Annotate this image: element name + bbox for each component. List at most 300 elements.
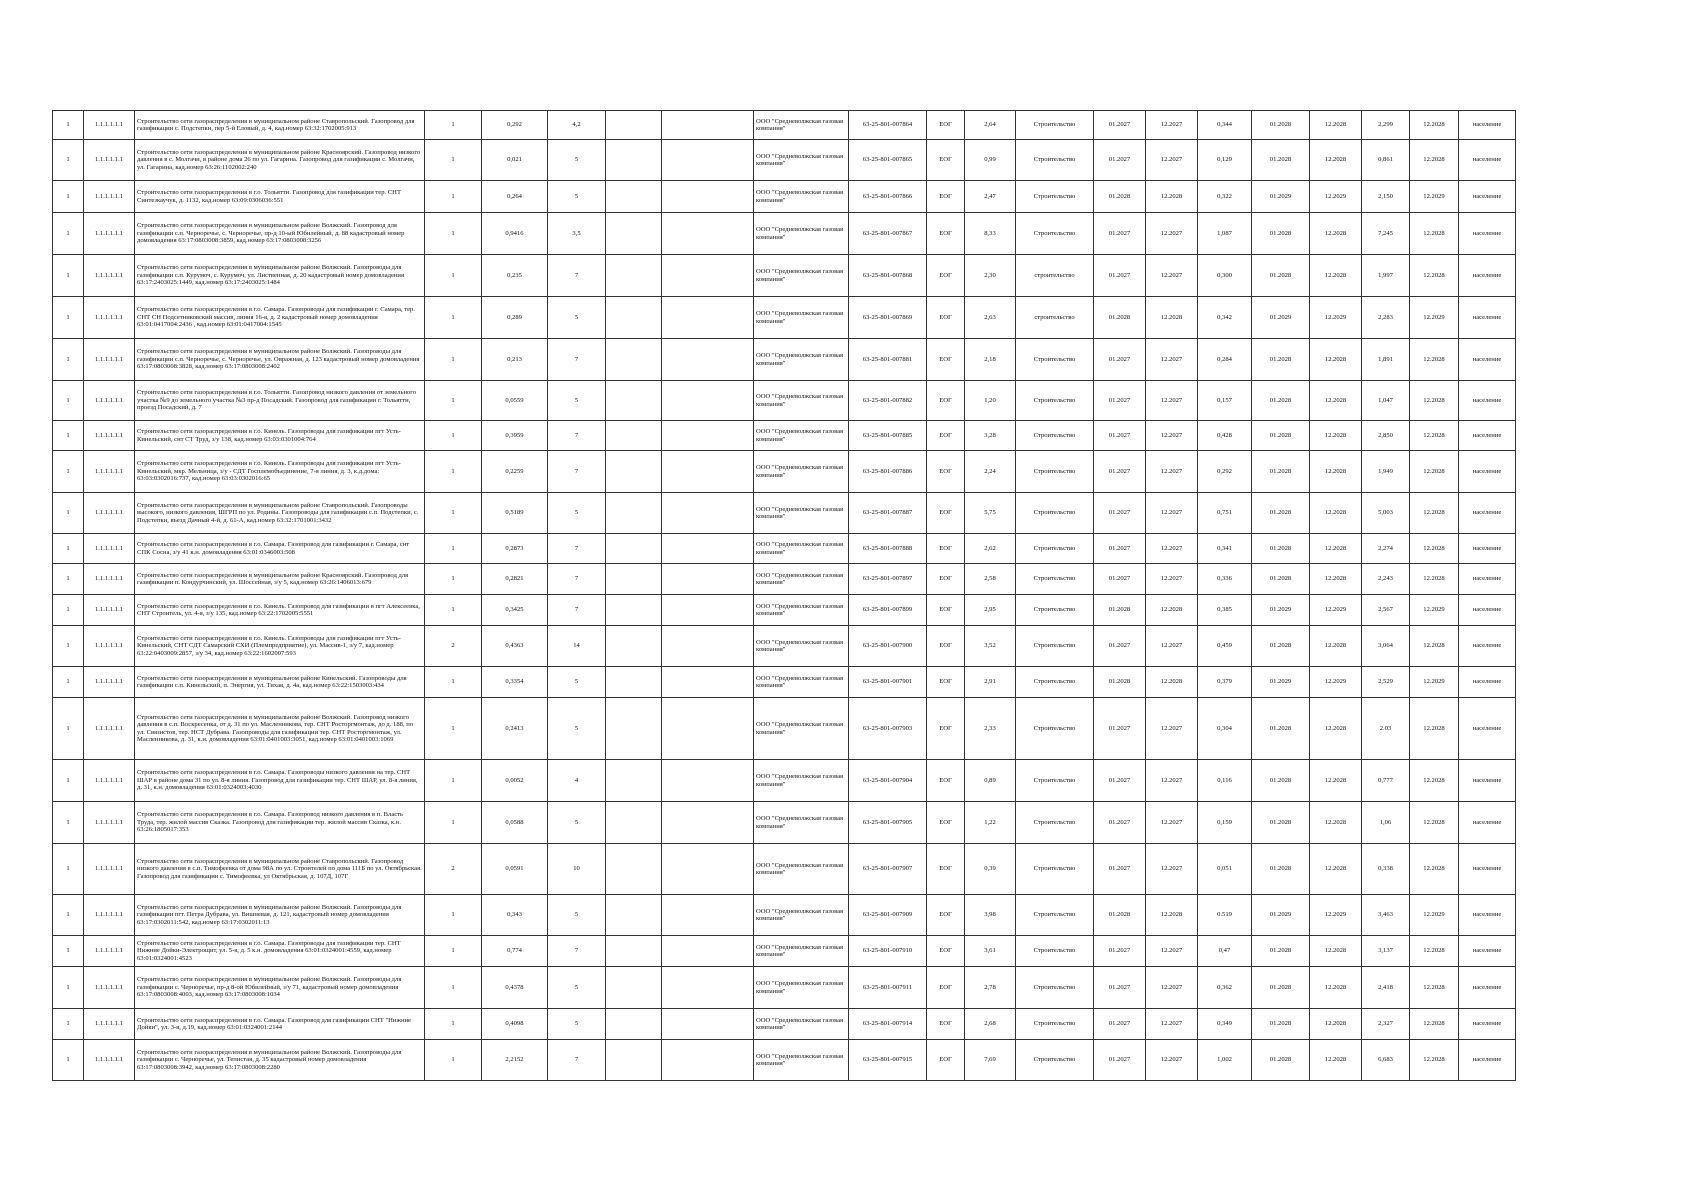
cost: 1,22 — [965, 802, 1016, 844]
organization: ООО "Средневолжская газовая компания" — [754, 1040, 849, 1081]
category: население — [1459, 844, 1516, 895]
value-1: 0,342 — [1198, 297, 1252, 339]
empty-cell — [662, 667, 754, 698]
registry-number: 63-25-801-007868 — [849, 255, 927, 297]
empty-cell — [662, 595, 754, 626]
empty-cell — [606, 1040, 662, 1081]
row-number: 1 — [53, 213, 84, 255]
stage: Строительство — [1016, 181, 1094, 213]
row-number: 1 — [53, 1040, 84, 1081]
start-date: 01.2028 — [1094, 297, 1146, 339]
start-date: 01.2027 — [1094, 140, 1146, 181]
value-1: 0,051 — [1198, 844, 1252, 895]
length: 0,264 — [482, 181, 548, 213]
organization: ООО "Средневолжская газовая компания" — [754, 626, 849, 667]
category: население — [1459, 381, 1516, 421]
registry-number: 63-25-801-007901 — [849, 667, 927, 698]
description: Строительство сети газораспределения в муниципальном районе Волжский. Газопроводы для газификации пгт. Петра Дубрава, ул. Вишневая, д. 121, кадастровый номер домовладения 63:17:0302011:542, кад.номер 63:17:0302011:13 — [135, 895, 425, 936]
finish-date: 12.2028 — [1410, 698, 1459, 760]
description: Строительство сети газораспределения в муниципальном районе Волжский. Газопроводы для газификации с.п. Черноречье, с. Черноречье, ул. Овражная, д. 123 кадастровый номер домовладения 63:17:0803008:3828, кад.номер 63:17:0803008:2402 — [135, 339, 425, 381]
value-2: 1,997 — [1362, 255, 1410, 297]
value-2: 2,299 — [1362, 111, 1410, 140]
start-date-2: 01.2029 — [1252, 181, 1310, 213]
organization: ООО "Средневолжская газовая компания" — [754, 667, 849, 698]
organization: ООО "Средневолжская газовая компания" — [754, 595, 849, 626]
empty-cell — [606, 967, 662, 1009]
item-code: 1.1.1.1.1.1 — [84, 626, 135, 667]
description: Строительство сети газораспределения в г.о. Самара. Газопровод низкого давления в п. Власть Труда, тер. жилой массив Сказка. Газопровод для газификации тер. жилой массив Сказка, к.н. 63:26:1805017:353 — [135, 802, 425, 844]
value-1: 0,362 — [1198, 967, 1252, 1009]
category: население — [1459, 493, 1516, 534]
diameter: 4 — [548, 760, 606, 802]
registry-number: 63-25-801-007881 — [849, 339, 927, 381]
empty-cell — [606, 421, 662, 451]
end-date: 12.2028 — [1146, 895, 1198, 936]
end-date: 12.2027 — [1146, 1009, 1198, 1040]
quantity: 1 — [425, 339, 482, 381]
start-date-2: 01.2028 — [1252, 111, 1310, 140]
description: Строительство сети газораспределения в г.о. Тольятти. Газопровод низкого давления от земельного участка №9 до земельного участка №3 пр-д Посадский. Газопровод для газификации г. Тольятти, проезд Посадский, д. 7 — [135, 381, 425, 421]
quantity: 1 — [425, 534, 482, 564]
quantity: 1 — [425, 698, 482, 760]
item-code: 1.1.1.1.1.1 — [84, 760, 135, 802]
diameter: 7 — [548, 564, 606, 595]
item-code: 1.1.1.1.1.1 — [84, 844, 135, 895]
table-row — [53, 297, 1516, 339]
stage: Строительство — [1016, 381, 1094, 421]
value-1: 0,336 — [1198, 564, 1252, 595]
row-number: 1 — [53, 381, 84, 421]
table-row — [53, 1040, 1516, 1081]
value-2: 2,274 — [1362, 534, 1410, 564]
registry-number: 63-25-801-007904 — [849, 760, 927, 802]
description: Строительство сети газораспределения в муниципальном районе Волжский. Газопроводы для газификации с.п. Курумоч, с. Курумоч, ул. Лиственная, д. 20 кадастровый номер домовладения 63:17:2403025:1449, кад.номер 63:17:2403025:1484 — [135, 255, 425, 297]
description: Строительство сети газораспределения в г.о. Кинель. Газопроводы для газификации пгт Усть-Кинельский, мкр. Мельница, з/у - СДТ Госплемобъединение, 7-я линия, д. 3, к.д.дома: 63:03:0302016:737, кад.номер 63:03:0302016:65 — [135, 451, 425, 493]
description: Строительство сети газораспределения в г.о. Самара. Газопровод для газификации г. Самара, снт СПК Сосна, з/у 41 к.н. домовладения 63:01:0346003:508 — [135, 534, 425, 564]
finish-date: 12.2028 — [1410, 534, 1459, 564]
start-date-2: 01.2028 — [1252, 534, 1310, 564]
start-date-2: 01.2028 — [1252, 1040, 1310, 1081]
item-code: 1.1.1.1.1.1 — [84, 451, 135, 493]
empty-cell — [606, 111, 662, 140]
funding-source: ЕОГ — [927, 297, 965, 339]
empty-cell — [606, 667, 662, 698]
end-date: 12.2027 — [1146, 564, 1198, 595]
value-1: 0,428 — [1198, 421, 1252, 451]
quantity: 1 — [425, 181, 482, 213]
empty-cell — [606, 1009, 662, 1040]
value-1: 0,751 — [1198, 493, 1252, 534]
start-date-2: 01.2028 — [1252, 936, 1310, 967]
finish-date: 12.2028 — [1410, 339, 1459, 381]
organization: ООО "Средневолжская газовая компания" — [754, 255, 849, 297]
cost: 3,98 — [965, 895, 1016, 936]
finish-date: 12.2029 — [1410, 297, 1459, 339]
end-date-2: 12.2028 — [1310, 760, 1362, 802]
empty-cell — [662, 297, 754, 339]
quantity: 1 — [425, 760, 482, 802]
stage: Строительство — [1016, 1009, 1094, 1040]
value-2: 1,047 — [1362, 381, 1410, 421]
start-date-2: 01.2028 — [1252, 698, 1310, 760]
end-date: 12.2028 — [1146, 667, 1198, 698]
description: Строительство сети газораспределения в муниципальном районе Кинельский. Газопроводы для газификации с.п. Кинельский, п. Энергия, ул. Тихая, д. 4а, кад.номер 63:22:1503003:434 — [135, 667, 425, 698]
stage: Строительство — [1016, 534, 1094, 564]
category: население — [1459, 1009, 1516, 1040]
start-date: 01.2027 — [1094, 936, 1146, 967]
length: 0,2821 — [482, 564, 548, 595]
registry-number: 63-25-801-007907 — [849, 844, 927, 895]
start-date-2: 01.2028 — [1252, 564, 1310, 595]
finish-date: 12.2028 — [1410, 493, 1459, 534]
start-date: 01.2027 — [1094, 421, 1146, 451]
value-1: 0,385 — [1198, 595, 1252, 626]
value-2: 1,891 — [1362, 339, 1410, 381]
cost: 2,63 — [965, 297, 1016, 339]
start-date: 01.2028 — [1094, 595, 1146, 626]
funding-source: ЕОГ — [927, 895, 965, 936]
item-code: 1.1.1.1.1.1 — [84, 493, 135, 534]
length: 0,343 — [482, 895, 548, 936]
end-date: 12.2027 — [1146, 111, 1198, 140]
item-code: 1.1.1.1.1.1 — [84, 667, 135, 698]
stage: Строительство — [1016, 595, 1094, 626]
length: 0,2873 — [482, 534, 548, 564]
end-date-2: 12.2028 — [1310, 255, 1362, 297]
value-2: 6,683 — [1362, 1040, 1410, 1081]
table-row — [53, 760, 1516, 802]
start-date-2: 01.2028 — [1252, 493, 1310, 534]
table-row — [53, 626, 1516, 667]
value-1: 0,379 — [1198, 667, 1252, 698]
organization: ООО "Средневолжская газовая компания" — [754, 297, 849, 339]
description: Строительство сети газораспределения в муниципальном районе Красноярский. Газопровод низкого давления в с. Молгачи, в районе дома 26 по ул. Гагарина. Газопровод для газификации с. Молгачи, ул. Гагарина, кад.номер 63:26:1102002:240 — [135, 140, 425, 181]
category: население — [1459, 111, 1516, 140]
stage: Строительство — [1016, 895, 1094, 936]
value-1: 0,116 — [1198, 760, 1252, 802]
organization: ООО "Средневолжская газовая компания" — [754, 181, 849, 213]
category: население — [1459, 595, 1516, 626]
empty-cell — [662, 626, 754, 667]
empty-cell — [606, 451, 662, 493]
table-row — [53, 595, 1516, 626]
row-number: 1 — [53, 760, 84, 802]
cost: 2,64 — [965, 111, 1016, 140]
value-1: 0,344 — [1198, 111, 1252, 140]
value-1: 0,349 — [1198, 1009, 1252, 1040]
cost: 2,30 — [965, 255, 1016, 297]
organization: ООО "Средневолжская газовая компания" — [754, 564, 849, 595]
empty-cell — [606, 255, 662, 297]
registry-number: 63-25-801-007900 — [849, 626, 927, 667]
empty-cell — [662, 451, 754, 493]
start-date-2: 01.2028 — [1252, 451, 1310, 493]
description: Строительство сети газораспределения в г.о. Тольятти. Газопровод для газификации тер. СНТ Синтезкаучук, д. 1132, кад.номер 63:09:0306036:551 — [135, 181, 425, 213]
diameter: 5 — [548, 297, 606, 339]
funding-source: ЕОГ — [927, 451, 965, 493]
empty-cell — [662, 140, 754, 181]
finish-date: 12.2028 — [1410, 255, 1459, 297]
row-number: 1 — [53, 255, 84, 297]
end-date-2: 12.2028 — [1310, 451, 1362, 493]
end-date-2: 12.2029 — [1310, 297, 1362, 339]
funding-source: ЕОГ — [927, 140, 965, 181]
organization: ООО "Средневолжская газовая компания" — [754, 534, 849, 564]
finish-date: 12.2028 — [1410, 213, 1459, 255]
empty-cell — [606, 760, 662, 802]
category: население — [1459, 667, 1516, 698]
end-date: 12.2028 — [1146, 595, 1198, 626]
diameter: 5 — [548, 967, 606, 1009]
finish-date: 12.2028 — [1410, 421, 1459, 451]
projects-table — [52, 110, 1516, 1081]
description: Строительство сети газораспределения в г.о. Кинель. Газопроводы для газификации пгт Усть-Кинельский, снт СТ Труд, з/у 138, кад.номер 63:03:0301004:764 — [135, 421, 425, 451]
item-code: 1.1.1.1.1.1 — [84, 595, 135, 626]
organization: ООО "Средневолжская газовая компания" — [754, 895, 849, 936]
registry-number: 63-25-801-007887 — [849, 493, 927, 534]
value-1: 0,300 — [1198, 255, 1252, 297]
cost: 2,24 — [965, 451, 1016, 493]
description: Строительство сети газораспределения в г.о. Кинель. Газопроводы для газификации пгт Усть-Кинельский, СНТ СДТ Самарский СХИ (Племпредприятие), ул. Массив-1, з/у 7, кад.номер 63:22:0403009:2857, з/у 34, кад.номер 63:22:1602007:593 — [135, 626, 425, 667]
empty-cell — [662, 534, 754, 564]
value-2: 2,327 — [1362, 1009, 1410, 1040]
organization: ООО "Средневолжская газовая компания" — [754, 698, 849, 760]
empty-cell — [606, 595, 662, 626]
category: население — [1459, 213, 1516, 255]
row-number: 1 — [53, 421, 84, 451]
organization: ООО "Средневолжская газовая компания" — [754, 936, 849, 967]
start-date-2: 01.2028 — [1252, 1009, 1310, 1040]
empty-cell — [606, 339, 662, 381]
value-2: 1,06 — [1362, 802, 1410, 844]
end-date-2: 12.2028 — [1310, 967, 1362, 1009]
stage: Строительство — [1016, 1040, 1094, 1081]
cost: 2,95 — [965, 595, 1016, 626]
stage: Строительство — [1016, 667, 1094, 698]
row-number: 1 — [53, 339, 84, 381]
value-2: 1,949 — [1362, 451, 1410, 493]
diameter: 7 — [548, 339, 606, 381]
description: Строительство сети газораспределения в муниципальном районе Ставропольский. Газопроводы высокого, низкого давления, ШГРП по ул. Родины. Газопроводы для газификации с.п. Подстепки, с. Подстепки, въезд Дачный 4-й, д. 61-А, кад.номер 63:32:1701001:3432 — [135, 493, 425, 534]
end-date-2: 12.2029 — [1310, 181, 1362, 213]
organization: ООО "Средневолжская газовая компания" — [754, 760, 849, 802]
description: Строительство сети газораспределения в г.о. Самара. Газопроводы для газификации г. Самара, тер. СНТ СН Подсетниковский массив, линия 16-я, д. 2 кадастровый номер домовладения 63:01:0417004:2436 , кад.номер 63:01:0417004:1545 — [135, 297, 425, 339]
diameter: 5 — [548, 381, 606, 421]
empty-cell — [606, 534, 662, 564]
value-2: 2,243 — [1362, 564, 1410, 595]
cost: 7,69 — [965, 1040, 1016, 1081]
stage: Строительство — [1016, 564, 1094, 595]
diameter: 7 — [548, 936, 606, 967]
empty-cell — [662, 255, 754, 297]
empty-cell — [662, 936, 754, 967]
empty-cell — [662, 1009, 754, 1040]
table-row — [53, 534, 1516, 564]
value-2: 2,283 — [1362, 297, 1410, 339]
quantity: 1 — [425, 1009, 482, 1040]
diameter: 4,2 — [548, 111, 606, 140]
registry-number: 63-25-801-007865 — [849, 140, 927, 181]
category: население — [1459, 421, 1516, 451]
row-number: 1 — [53, 626, 84, 667]
description: Строительство сети газораспределения в г.о. Самара. Газопровод для газификации СНТ "Нижние Дойки", ул. 3-я, д.19, кад.номер 63:01:0324001:2144 — [135, 1009, 425, 1040]
diameter: 14 — [548, 626, 606, 667]
finish-date: 12.2028 — [1410, 451, 1459, 493]
cost: 2,68 — [965, 1009, 1016, 1040]
stage: строительство — [1016, 255, 1094, 297]
funding-source: ЕОГ — [927, 564, 965, 595]
table-row — [53, 564, 1516, 595]
end-date-2: 12.2028 — [1310, 381, 1362, 421]
value-1: 0,322 — [1198, 181, 1252, 213]
registry-number: 63-25-801-007899 — [849, 595, 927, 626]
stage: Строительство — [1016, 493, 1094, 534]
description: Строительство сети газораспределения в муниципальном районе Волжский. Газопроводы для газификации с. Черноречье, пр-д 8-ой Юбилейный, з/у 71, кадастровый номер домовладения 63:17:0803008:4003, кад.номер 63:17:0803008:1034 — [135, 967, 425, 1009]
description: Строительство сети газораспределения в муниципальном районе Волжский. Газопровод низкого давления в с.п. Воскресенка, от д. 31 по ул. Масленникова, тер. СНТ Росторгмонтаж, до д. 188, по ул. Связистов, тер. НСТ Дубрава. Газопроводы для газификации тер. СНТ Росторгмонтаж, ул. Масленникова, д. 31, к.н. домовладения 63:01:0401003:3051, кад.номер 63:01:0401003:1069 — [135, 698, 425, 760]
end-date-2: 12.2028 — [1310, 534, 1362, 564]
value-1: 0,159 — [1198, 802, 1252, 844]
start-date: 01.2027 — [1094, 381, 1146, 421]
table-body — [53, 111, 1516, 1081]
diameter: 5 — [548, 698, 606, 760]
funding-source: ЕОГ — [927, 534, 965, 564]
cost: 2,78 — [965, 967, 1016, 1009]
length: 0,235 — [482, 255, 548, 297]
item-code: 1.1.1.1.1.1 — [84, 381, 135, 421]
start-date: 01.2027 — [1094, 1009, 1146, 1040]
registry-number: 63-25-801-007882 — [849, 381, 927, 421]
row-number: 1 — [53, 564, 84, 595]
cost: 2,62 — [965, 534, 1016, 564]
start-date: 01.2027 — [1094, 339, 1146, 381]
empty-cell — [606, 181, 662, 213]
organization: ООО "Средневолжская газовая компания" — [754, 213, 849, 255]
cost: 3,28 — [965, 421, 1016, 451]
funding-source: ЕОГ — [927, 595, 965, 626]
category: население — [1459, 936, 1516, 967]
row-number: 1 — [53, 802, 84, 844]
item-code: 1.1.1.1.1.1 — [84, 1009, 135, 1040]
cost: 8,33 — [965, 213, 1016, 255]
start-date: 01.2028 — [1094, 181, 1146, 213]
empty-cell — [662, 698, 754, 760]
item-code: 1.1.1.1.1.1 — [84, 140, 135, 181]
registry-number: 63-25-801-007897 — [849, 564, 927, 595]
funding-source: ЕОГ — [927, 802, 965, 844]
category: население — [1459, 967, 1516, 1009]
empty-cell — [662, 967, 754, 1009]
value-2: 3,064 — [1362, 626, 1410, 667]
table-row — [53, 1009, 1516, 1040]
finish-date: 12.2028 — [1410, 936, 1459, 967]
quantity: 1 — [425, 111, 482, 140]
start-date-2: 01.2028 — [1252, 760, 1310, 802]
organization: ООО "Средневолжская газовая компания" — [754, 802, 849, 844]
diameter: 7 — [548, 534, 606, 564]
table-row — [53, 967, 1516, 1009]
cost: 3,52 — [965, 626, 1016, 667]
stage: Строительство — [1016, 936, 1094, 967]
registry-number: 63-25-801-007915 — [849, 1040, 927, 1081]
cost: 2,91 — [965, 667, 1016, 698]
registry-number: 63-25-801-007888 — [849, 534, 927, 564]
empty-cell — [662, 802, 754, 844]
item-code: 1.1.1.1.1.1 — [84, 339, 135, 381]
finish-date: 12.2028 — [1410, 760, 1459, 802]
end-date-2: 12.2028 — [1310, 140, 1362, 181]
item-code: 1.1.1.1.1.1 — [84, 967, 135, 1009]
empty-cell — [606, 381, 662, 421]
end-date-2: 12.2028 — [1310, 493, 1362, 534]
value-2: 7,245 — [1362, 213, 1410, 255]
item-code: 1.1.1.1.1.1 — [84, 895, 135, 936]
length: 2,2152 — [482, 1040, 548, 1081]
table-row — [53, 421, 1516, 451]
diameter: 5 — [548, 667, 606, 698]
length: 0,9416 — [482, 213, 548, 255]
length: 0,4363 — [482, 626, 548, 667]
stage: Строительство — [1016, 802, 1094, 844]
end-date: 12.2027 — [1146, 698, 1198, 760]
end-date-2: 12.2028 — [1310, 1009, 1362, 1040]
row-number: 1 — [53, 534, 84, 564]
registry-number: 63-25-801-007886 — [849, 451, 927, 493]
quantity: 1 — [425, 667, 482, 698]
end-date: 12.2027 — [1146, 451, 1198, 493]
funding-source: ЕОГ — [927, 421, 965, 451]
quantity: 1 — [425, 895, 482, 936]
length: 0,3959 — [482, 421, 548, 451]
finish-date: 12.2028 — [1410, 381, 1459, 421]
table-row — [53, 181, 1516, 213]
value-2: 2,567 — [1362, 595, 1410, 626]
funding-source: ЕОГ — [927, 698, 965, 760]
stage: Строительство — [1016, 213, 1094, 255]
funding-source: ЕОГ — [927, 1040, 965, 1081]
length: 0,2259 — [482, 451, 548, 493]
registry-number: 63-25-801-007867 — [849, 213, 927, 255]
value-1: 0.519 — [1198, 895, 1252, 936]
registry-number: 63-25-801-007866 — [849, 181, 927, 213]
value-2: 2,850 — [1362, 421, 1410, 451]
length: 0,3354 — [482, 667, 548, 698]
description: Строительство сети газораспределения в муниципальном районе Ставропольский. Газопровод для газификации с. Подстепки, пер 5-й Еловый, д. 4, кад.номер 63:32:1702005:913 — [135, 111, 425, 140]
start-date-2: 01.2028 — [1252, 339, 1310, 381]
description: Строительство сети газораспределения в г.о. Самара. Газопроводы низкого давления на тер. СНТ ШАР в районе дома 31 по ул. 8-я линия. Газопровод для газификации тер. СНТ ШАР, ул. 8-я линия, д. 31, к.н. домовладения 63:01:0324003:4030 — [135, 760, 425, 802]
finish-date: 12.2028 — [1410, 564, 1459, 595]
diameter: 5 — [548, 802, 606, 844]
end-date: 12.2027 — [1146, 534, 1198, 564]
table-row — [53, 895, 1516, 936]
end-date: 12.2027 — [1146, 213, 1198, 255]
end-date: 12.2027 — [1146, 381, 1198, 421]
end-date: 12.2027 — [1146, 626, 1198, 667]
stage: Строительство — [1016, 760, 1094, 802]
stage: Строительство — [1016, 451, 1094, 493]
start-date-2: 01.2028 — [1252, 421, 1310, 451]
empty-cell — [662, 421, 754, 451]
end-date-2: 12.2028 — [1310, 564, 1362, 595]
funding-source: ЕОГ — [927, 667, 965, 698]
category: население — [1459, 698, 1516, 760]
empty-cell — [662, 564, 754, 595]
start-date-2: 01.2028 — [1252, 844, 1310, 895]
stage: Строительство — [1016, 698, 1094, 760]
funding-source: ЕОГ — [927, 339, 965, 381]
category: население — [1459, 255, 1516, 297]
row-number: 1 — [53, 493, 84, 534]
length: 0,292 — [482, 111, 548, 140]
